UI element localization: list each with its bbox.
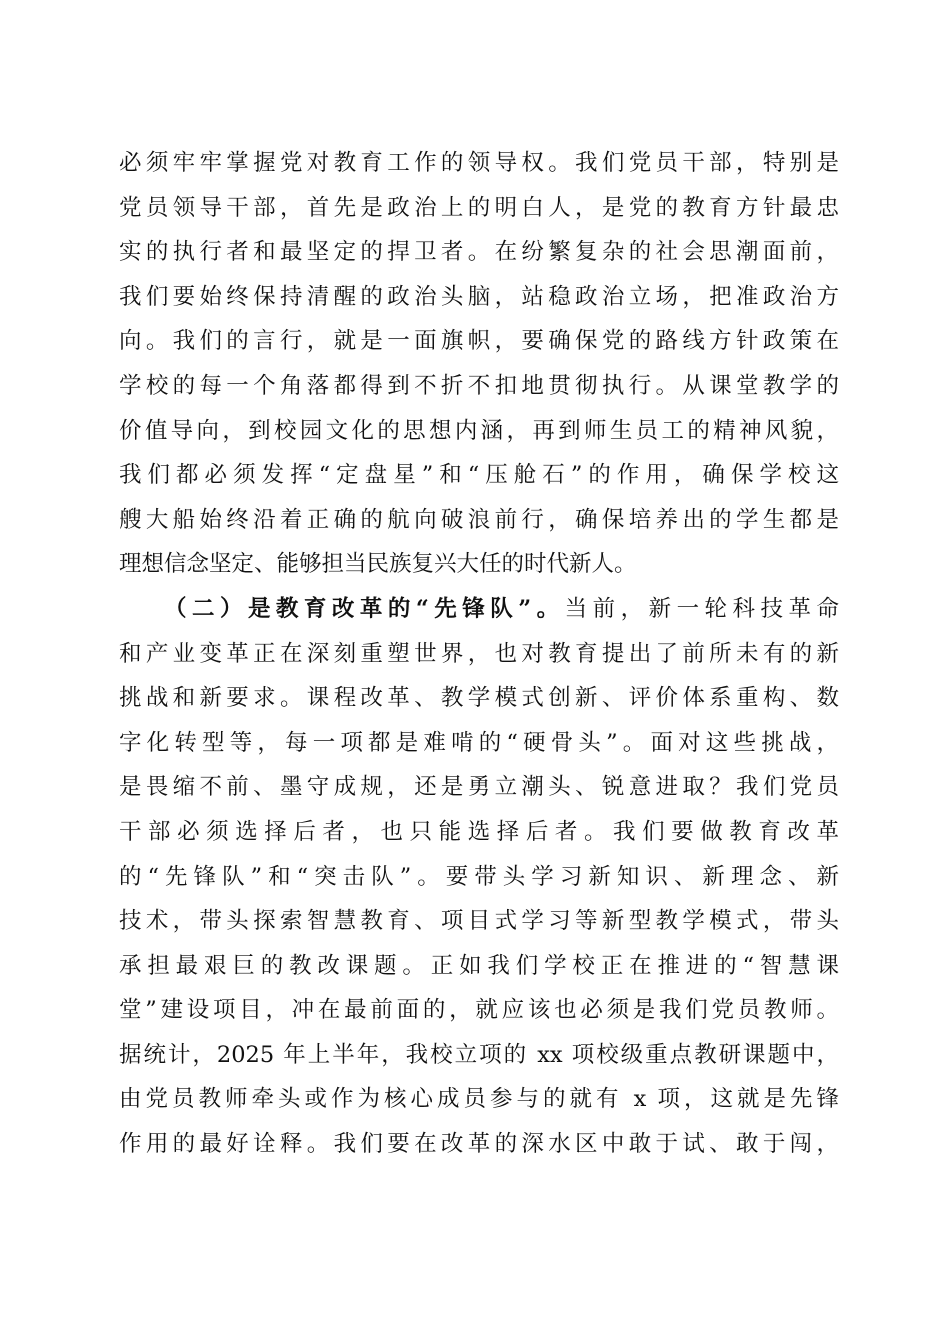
text-line: 字化转型等，每一项都是难啃的“硬骨头”。面对这些挑战， bbox=[119, 729, 839, 756]
heading-line-text: 当前，新一轮科技革命 bbox=[564, 595, 839, 622]
section-heading: （二）是教育改革的“先锋队”。 bbox=[164, 595, 565, 622]
text-line: 艘大船始终沿着正确的航向破浪前行，确保培养出的学生都是 bbox=[119, 506, 839, 533]
paragraph-2-first-line bbox=[119, 587, 839, 632]
text-line: 实的执行者和最坚定的捍卫者。在纷繁复杂的社会思潮面前， bbox=[119, 239, 839, 266]
body-text bbox=[119, 141, 839, 1167]
text-line: 的“先锋队”和“突击队”。要带头学习新知识、新理念、新 bbox=[119, 863, 839, 890]
paragraph-1 bbox=[119, 141, 839, 587]
text-line: 堂”建设项目，冲在最前面的，就应该也必须是我们党员教师。 bbox=[119, 997, 839, 1024]
text-line: 承担最艰巨的教改课题。正如我们学校正在推进的“智慧课 bbox=[119, 952, 839, 979]
text-line: 干部必须选择后者，也只能选择后者。我们要做教育改革 bbox=[119, 818, 839, 845]
text-line: 挑战和新要求。课程改革、教学模式创新、评价体系重构、数 bbox=[119, 685, 839, 712]
text-line: 据统计，2025 年上半年，我校立项的 xx 项校级重点教研课题中， bbox=[119, 1041, 839, 1068]
text-line: 必须牢牢掌握党对教育工作的领导权。我们党员干部，特别是 bbox=[119, 150, 839, 176]
text-line: 学校的每一个角落都得到不折不扣地贯彻执行。从课堂教学的 bbox=[119, 372, 839, 399]
text-line: 作用的最好诠释。我们要在改革的深水区中敢于试、敢于闯， bbox=[119, 1131, 839, 1158]
text-line: 技术，带头探索智慧教育、项目式学习等新型教学模式，带头 bbox=[119, 908, 839, 935]
text-line: 我们都必须发挥“定盘星”和“压舱石”的作用，确保学校这 bbox=[119, 462, 839, 489]
text-line: 和产业变革正在深刻重塑世界，也对教育提出了前所未有的新 bbox=[119, 640, 839, 667]
text-line: 是畏缩不前、墨守成规，还是勇立潮头、锐意进取？我们党员 bbox=[119, 774, 839, 801]
text-line: 由党员教师牵头或作为核心成员参与的就有 x 项，这就是先锋 bbox=[119, 1086, 839, 1113]
text-line: 价值导向，到校园文化的思想内涵，再到师生员工的精神风貌， bbox=[119, 417, 839, 444]
text-line: 我们要始终保持清醒的政治头脑，站稳政治立场，把准政治方 bbox=[119, 283, 839, 310]
paragraph-2 bbox=[119, 587, 839, 1167]
text-line: 党员领导干部，首先是政治上的明白人，是党的教育方针最忠 bbox=[119, 194, 839, 221]
text-line: 向。我们的言行，就是一面旗帜，要确保党的路线方针政策在 bbox=[119, 328, 839, 355]
text-line: 理想信念坚定、能够担当民族复兴大任的时代新人。 bbox=[119, 551, 637, 578]
